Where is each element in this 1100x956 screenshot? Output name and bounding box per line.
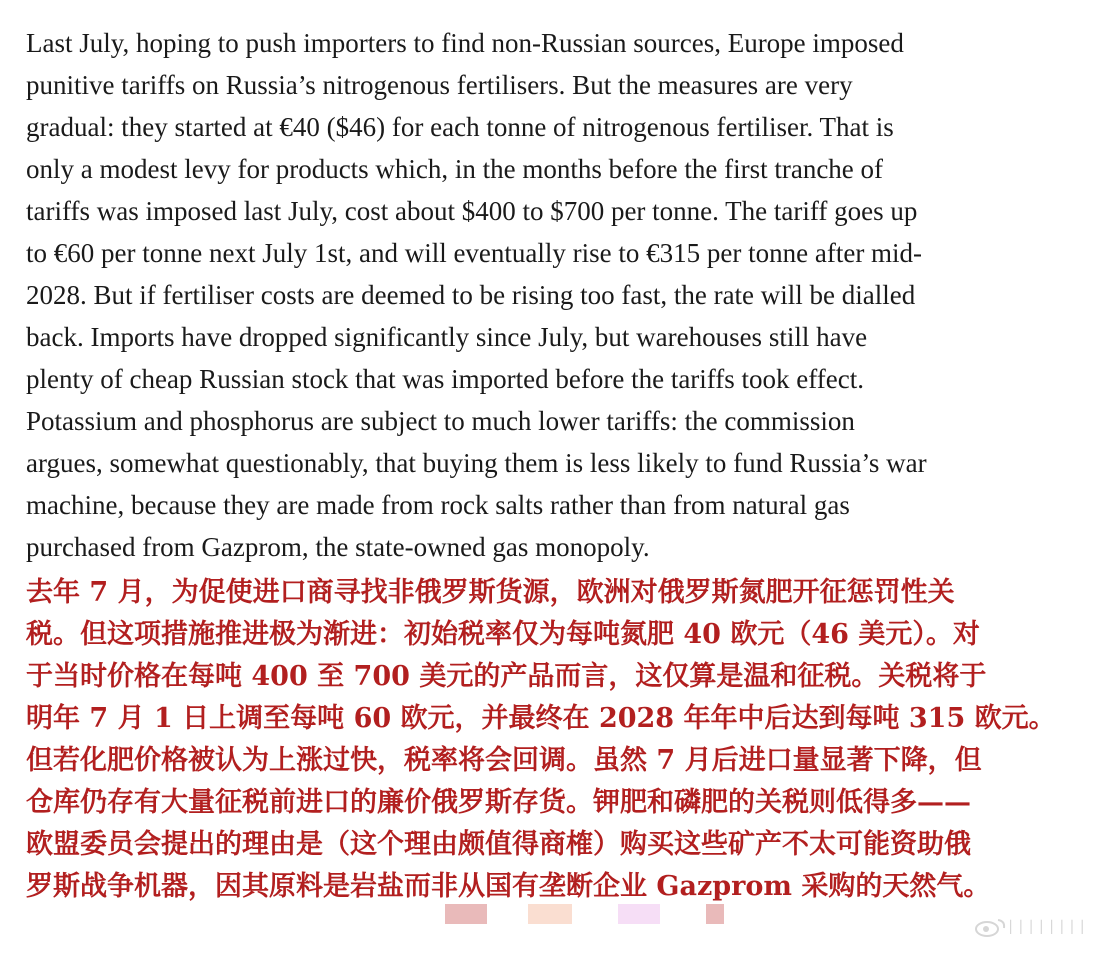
- chinese-line: 仓库仍存有大量征税前进口的廉价俄罗斯存货。钾肥和磷肥的关税则低得多——: [26, 787, 971, 818]
- english-paragraph: [26, 22, 1086, 568]
- english-line: plenty of cheap Russian stock that was imported before the tariffs took effect.: [26, 364, 865, 394]
- english-line: machine, because they are made from rock salts rather than from natural gas: [26, 490, 850, 520]
- english-line: punitive tariffs on Russia’s nitrogenous fertilisers. But the measures are very: [26, 70, 853, 100]
- english-line: purchased from Gazprom, the state-owned gas monopoly.: [26, 532, 650, 562]
- english-line: Last July, hoping to push importers to find non-Russian sources, Europe imposed: [26, 28, 904, 58]
- chinese-line: 欧盟委员会提出的理由是（这个理由颇值得商榷）购买这些矿产不太可能资助俄: [26, 829, 971, 860]
- chinese-line: 罗斯战争机器，因其原料是岩盐而非从国有垄断企业 Gazprom 采购的天然气。: [26, 871, 991, 902]
- image-artifact: [618, 904, 660, 924]
- image-artifact: [706, 904, 724, 924]
- image-artifact: [528, 904, 572, 924]
- chinese-line: 去年 7 月，为促使进口商寻找非俄罗斯货源，欧洲对俄罗斯氮肥开征惩罚性关: [26, 577, 955, 608]
- english-line: argues, somewhat questionably, that buying them is less likely to fund Russia’s war: [26, 448, 927, 478]
- chinese-translation-paragraph: [26, 572, 1086, 908]
- image-artifact: [445, 904, 487, 924]
- chinese-line: 但若化肥价格被认为上涨过快，税率将会回调。虽然 7 月后进口量显著下降，但: [26, 745, 982, 776]
- english-line: back. Imports have dropped significantly since July, but warehouses still have: [26, 322, 868, 352]
- weibo-logo-icon: [974, 916, 1008, 938]
- chinese-line: 明年 7 月 1 日上调至每吨 60 欧元，并最终在 2028 年年中后达到每吨 315 欧元。: [26, 703, 1056, 734]
- chinese-line: 于当时价格在每吨 400 至 700 美元的产品而言，这仅算是温和征税。关税将于: [26, 661, 987, 692]
- english-line: to €60 per tonne next July 1st, and will eventually rise to €315 per tonne after mid-: [26, 238, 923, 268]
- chinese-line: 税。但这项措施推进极为渐进：初始税率仅为每吨氮肥 40 欧元（46 美元）。对: [26, 619, 980, 650]
- english-line: gradual: they started at €40 ($46) for each tonne of nitrogenous fertiliser. That is: [26, 112, 894, 142]
- english-line: 2028. But if fertiliser costs are deemed to be rising too fast, the rate will be dialled: [26, 280, 916, 310]
- english-line: Potassium and phosphorus are subject to much lower tariffs: the commission: [26, 406, 855, 436]
- english-line: only a modest levy for products which, in the months before the first tranche of: [26, 154, 884, 184]
- watermark: [974, 916, 1092, 938]
- english-line: tariffs was imposed last July, cost about $400 to $700 per tonne. The tariff goes up: [26, 196, 918, 226]
- watermark-text: ▏▏▏▏▏▏▏▏: [1010, 920, 1092, 934]
- article-page: [26, 22, 1086, 908]
